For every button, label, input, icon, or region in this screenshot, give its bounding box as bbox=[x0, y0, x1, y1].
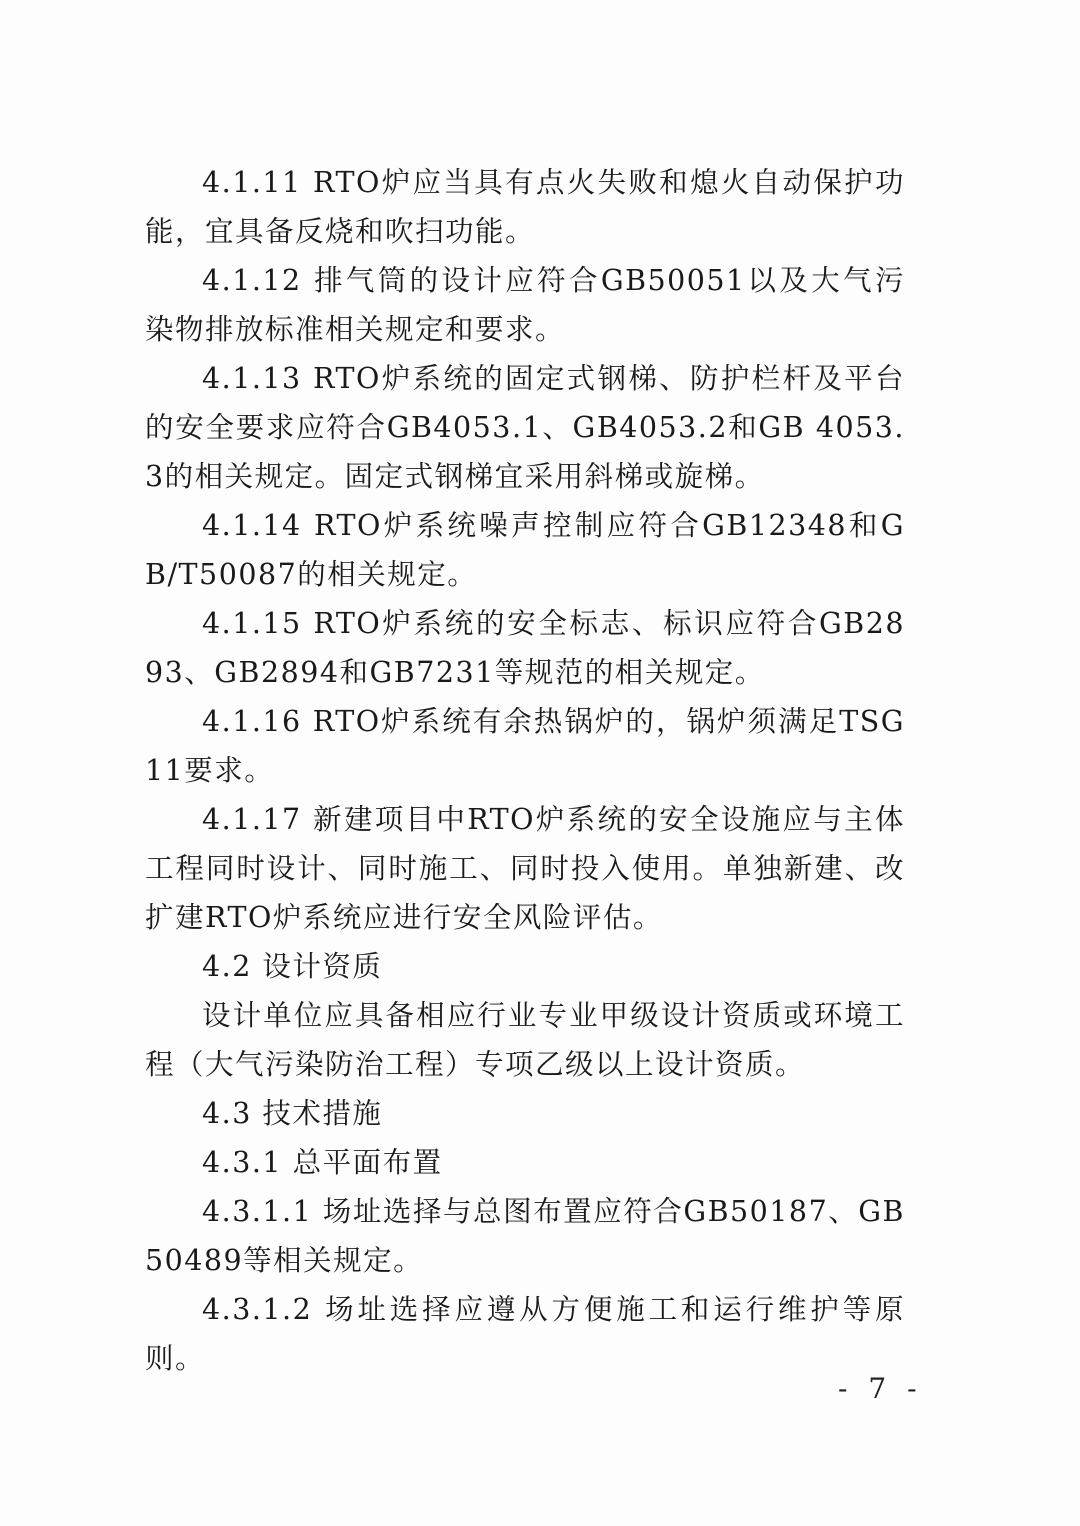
section-heading-4-2: 4.2 设计资质 bbox=[202, 950, 383, 983]
paragraph-4-3-1-1: 4.3.1.1 场址选择与总图布置应符合GB50187、GB50489等相关规定。 bbox=[145, 1195, 905, 1277]
section-heading-4-3-1: 4.3.1 总平面布置 bbox=[202, 1146, 443, 1179]
paragraph-4-1-11: 4.1.11 RTO炉应当具有点火失败和熄火自动保护功能，宜具备反烧和吹扫功能。 bbox=[145, 166, 905, 248]
paragraph-4-1-14: 4.1.14 RTO炉系统噪声控制应符合GB12348和GB/T50087的相关规定。 bbox=[145, 509, 905, 591]
paragraph-4-1-12: 4.1.12 排气筒的设计应符合GB50051以及大气污染物排放标准相关规定和要求。 bbox=[145, 264, 905, 346]
paragraph-4-3-1-2: 4.3.1.2 场址选择应遵从方便施工和运行维护等原则。 bbox=[145, 1293, 905, 1375]
section-heading-4-3: 4.3 技术措施 bbox=[202, 1097, 383, 1130]
paragraph-4-1-16: 4.1.16 RTO炉系统有余热锅炉的，锅炉须满足TSG11要求。 bbox=[145, 705, 905, 787]
paragraph-4-1-17: 4.1.17 新建项目中RTO炉系统的安全设施应与主体工程同时设计、同时施工、同时投入使用。单独新建、改扩建RTO炉系统应进行安全风险评估。 bbox=[145, 803, 905, 934]
paragraph-4-1-13: 4.1.13 RTO炉系统的固定式钢梯、防护栏杆及平台的安全要求应符合GB4053.1、GB4053.2和GB 4053.3的相关规定。固定式钢梯宜采用斜梯或旋梯。 bbox=[145, 362, 905, 493]
paragraph-design-qualification: 设计单位应具备相应行业专业甲级设计资质或环境工程（大气污染防治工程）专项乙级以上设计资质。 bbox=[145, 999, 905, 1081]
page-number: - 7 - bbox=[838, 1372, 923, 1405]
page-body bbox=[145, 158, 905, 1383]
paragraph-4-1-15: 4.1.15 RTO炉系统的安全标志、标识应符合GB2893、GB2894和GB7231等规范的相关规定。 bbox=[145, 607, 905, 689]
